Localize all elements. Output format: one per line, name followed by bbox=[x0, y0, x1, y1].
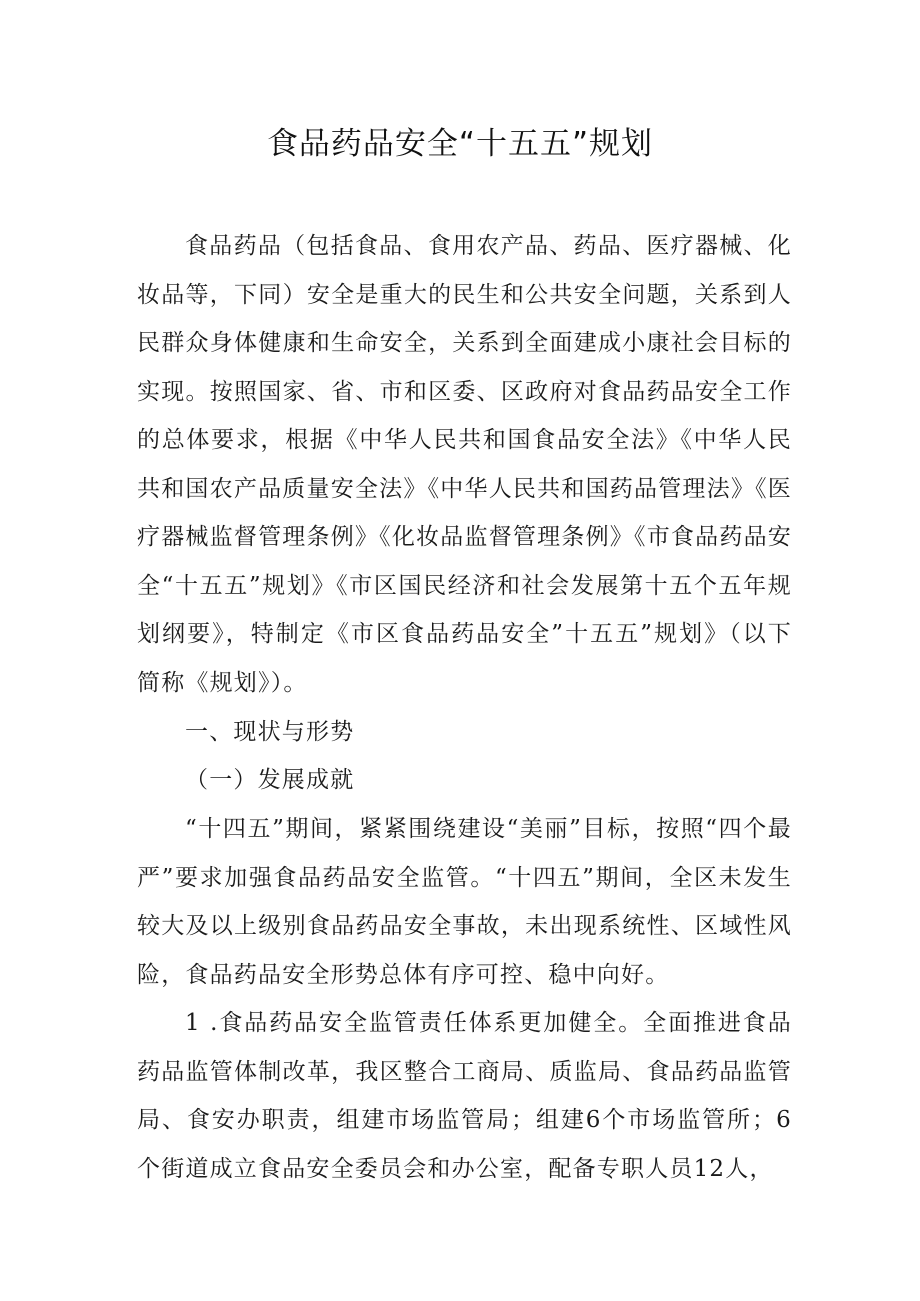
section-heading: 一、现状与形势 bbox=[185, 719, 355, 745]
document-title: 食品药品安全“十五五”规划 bbox=[266, 126, 654, 162]
intro-paragraph: 食品药品（包括食品、食用农产品、药品、医疗器械、化妆品等，下同）安全是重大的民生和公共安全问题，关系到人民群众身体健康和生命安全，关系到全面建成小康社会目标的实现。按照国家、省、市和区委、区政府对食品药品安全工作的总体要求，根据《中华人民共和国食品安全法》《中华人民共和国农产品质量安全法》《中华人民共和国药品管理法》《医疗器械监督管理条例》《化妆品监督管理条例》《市食品药品安全“十五五”规划》《市区国民经济和社会发展第十五个五年规划纲要》，特制定《市区食品药品安全”十五五”规划》（以下简称《规划》）。 bbox=[137, 233, 792, 696]
achievement-paragraph: “十四五”期间，紧紧围绕建设“美丽”目标，按照“四个最严”要求加强食品药品安全监管。“十四五”期间，全区未发生较大及以上级别食品药品安全事故，未出现系统性、区域性风险，食品药品安全形势总体有序可控、稳中向好。 bbox=[137, 816, 792, 988]
item-1-paragraph: 1 .食品药品安全监管责任体系更加健全。全面推进食品药品监管体制改革，我区整合工商局、质监局、食品药品监管局、食安办职责，组建市场监管局；组建6个市场监管所；6个街道成立食品安全委员会和办公室，配备专职人员12人， bbox=[137, 1010, 792, 1182]
subsection-heading: （一）发展成就 bbox=[185, 767, 355, 793]
